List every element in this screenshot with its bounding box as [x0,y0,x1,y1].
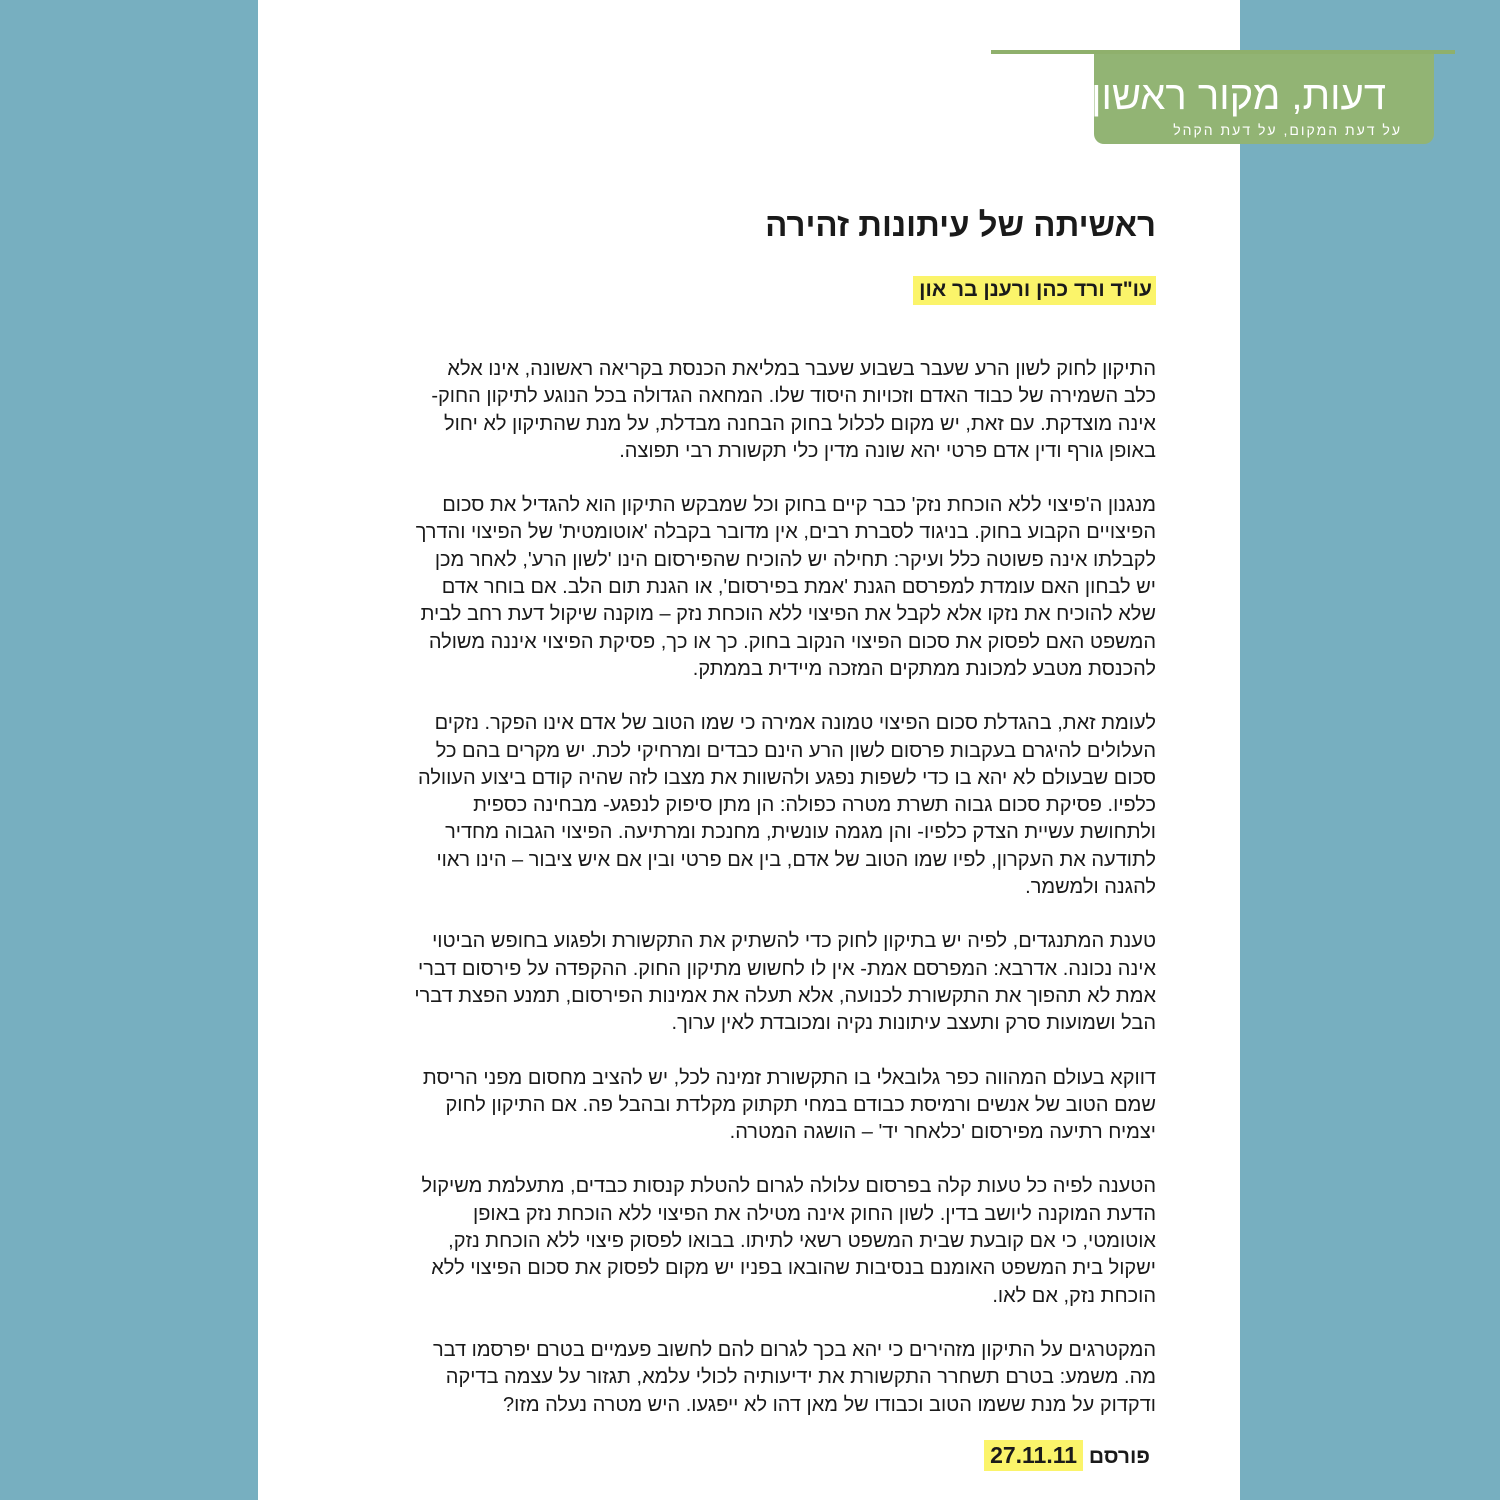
article-paragraph [356,1337,1156,1419]
paragraph-line: טענת המתנגדים, לפיה יש בתיקון לחוק כדי להשתיק את התקשורת ולפגוע בחופש הביטוי [432,930,1156,953]
paragraph-line: המשפט האם לפסוק את סכום הפיצוי הנקוב בחוק. כך או כך, פסיקת הפיצוי איננה משולה [428,630,1156,653]
paragraph-line: ולתחושת עשיית הצדק כלפיו- והן מגמה עונשית, מחנכת ומרתיעה. הפיצוי הגבוה מחדיר [445,821,1156,844]
paragraph-line: התיקון לחוק לשון הרע שעבר בשבוע שעבר במליאת הכנסת בקריאה ראשונה, אינו אלא [447,358,1156,380]
paragraph-line: המקטרגים על התיקון מזהירים כי יהא בכך לגרום להם לחשוב פעמיים בטרם יפרסמו דבר [432,1338,1156,1361]
paragraph-line: הטענה לפיה כל טעות קלה בפרסום עלולה לגרום להטלת קנסות כבדים, מתעלמת משיקול [421,1175,1156,1198]
paragraph-line: הפיצויים הקבוע בחוק. בניגוד לסברת רבים, אין מדובר בקבלה 'אוטומטית' של הפיצוי והדרך [415,521,1156,544]
paragraph-line: שמם הטוב של אנשים ורמיסת כבודם במחי תקתוק מקלדת ובהבל פה. אם התיקון לחוק [445,1093,1156,1116]
paragraph-line: מנגנון ה'פיצוי ללא הוכחת נזק' כבר קיים בחוק וכל שמבקש התיקון הוא להגדיל את סכום [442,494,1156,517]
paragraph-line: ישקול בית המשפט האומנם בנסיבות שהובאו בפניו יש מקום לפסוק את סכום הפיצוי ללא [431,1257,1156,1280]
column-title: דעות, מקור ראשון [1091,74,1386,118]
article-paragraph [356,710,1156,901]
paragraph-line: להכנסת מטבע למכונת ממתקים המזכה מיידית בממתק. [692,657,1156,680]
paragraph-line: לתודעה את העקרון, לפיו שמו הטוב של אדם, בין אם פרטי ובין אם איש ציבור – הינו ראוי [436,848,1156,871]
article-paragraph [356,1065,1156,1147]
article-paragraph [356,356,1156,465]
paragraph-line: כלב השמירה של כבוד האדם וזכויות היסוד שלו. המחאה הגדולה בכל הנוגע לתיקון החוק- [431,385,1156,408]
paragraph-line: יצמיח רתיעה מפירסום 'כלאחר יד' – הושגה המטרה. [729,1121,1156,1144]
article-authors: עו"ד ורד כהן ורענן בר און [913,276,1156,305]
paragraph-line: הדעת המוקנה ליושב בדין. לשון החוק אינה מטילה את הפיצוי ללא הוכחת נזק באופן [473,1202,1156,1225]
paragraph-line: אוטומטי, כי אם קובעת שבית המשפט רשאי לתיתו. בבואו לפסוק פיצוי ללא הוכחת נזק, [448,1230,1156,1253]
paragraph-line: דווקא בעולם המהווה כפר גלובאלי בו התקשורת זמינה לכל, יש להציב מחסום מפני הריסת [422,1066,1156,1089]
paragraph-line: אמת לא תהפוך את התקשורת לכנועה, אלא תעלה את אמינות הפירסום, תמנע הפצת דברי [414,984,1156,1007]
paragraph-line: הוכחת נזק, אם לאו. [992,1284,1156,1307]
paragraph-line: באופן גורף ודין אדם פרטי יהא שונה מדין כלי תקשורת רבי תפוצה. [619,439,1156,462]
paragraph-line: לעומת זאת, בהגדלת סכום הפיצוי טמונה אמירה כי שמו הטוב של אדם אינו הפקר. נזקים [434,712,1156,735]
published-label: פורסם [1088,1445,1150,1468]
paragraph-line: אינה נכונה. אדרבא: המפרסם אמת- אין לו לחשוש מתיקון החוק. ההקפדה על פירסום דברי [418,957,1156,980]
article-paragraph [356,928,1156,1037]
publication-date: 27.11.11 [984,1440,1083,1471]
paragraph-line: כלפיו. פסיקת סכום גבוה תשרת מטרה כפולה: הן מתן סיפוק לנפגע- מבחינה כספית [473,794,1156,817]
column-banner [1091,54,1434,144]
article-paragraph [356,1173,1156,1309]
publication-footer [984,1440,1150,1471]
article-body [356,356,1156,1446]
paragraph-line: סכום שבעולם לא יהא בו כדי לשפות נפגע ולהשוות את מצבו לזה שהיה קודם ביצוע העוולה [418,766,1156,789]
article-headline: ראשיתה של עיתונות זהירה [765,206,1156,243]
paragraph-line: שלא להוכיח את נזקו אלא לקבל את הפיצוי ללא הוכחת נזק – מוקנה שיקול דעת רחב לבית [420,603,1156,626]
paragraph-line: ודקדוק על מנת ששמו הטוב וכבודו של מאן דהו לא ייפגעו. היש מטרה נעלה מזו? [503,1393,1156,1416]
paragraph-line: מה. משמע: בטרם תשחרר התקשורת את ידיעותיה לכולי עלמא, תגזור על עצמה בדיקה [445,1366,1156,1389]
article-paragraph [356,492,1156,683]
paragraph-line: יש לבחון האם עומדת למפרסם הגנת 'אמת בפירסום', או הגנת תום הלב. אם בוחר אדם [441,576,1156,599]
column-subtitle: על דעת המקום, על דעת הקהל [1173,122,1402,138]
paragraph-line: העלולים להיגרם בעקבות פרסום לשון הרע הינם כבדים ומרחיקי לכת. יש מקרים בהם כל [435,739,1156,762]
paragraph-line: אינה מוצדקת. עם זאת, יש מקום לכלול בחוק הבחנה מבדלת, על מנת שהתיקון לא יחול [444,412,1156,435]
paragraph-line: הבל ושמועות סרק ותעצב עיתונות נקיה ומכובדת לאין ערוך. [671,1012,1156,1035]
paragraph-line: להגנה ולמשמר. [1025,876,1156,899]
paragraph-line: לקבלתו אינה פשוטה כלל ועיקר: תחילה יש להוכיח שהפירסום הינו 'לשון הרע', לאחר מכן [434,548,1156,571]
